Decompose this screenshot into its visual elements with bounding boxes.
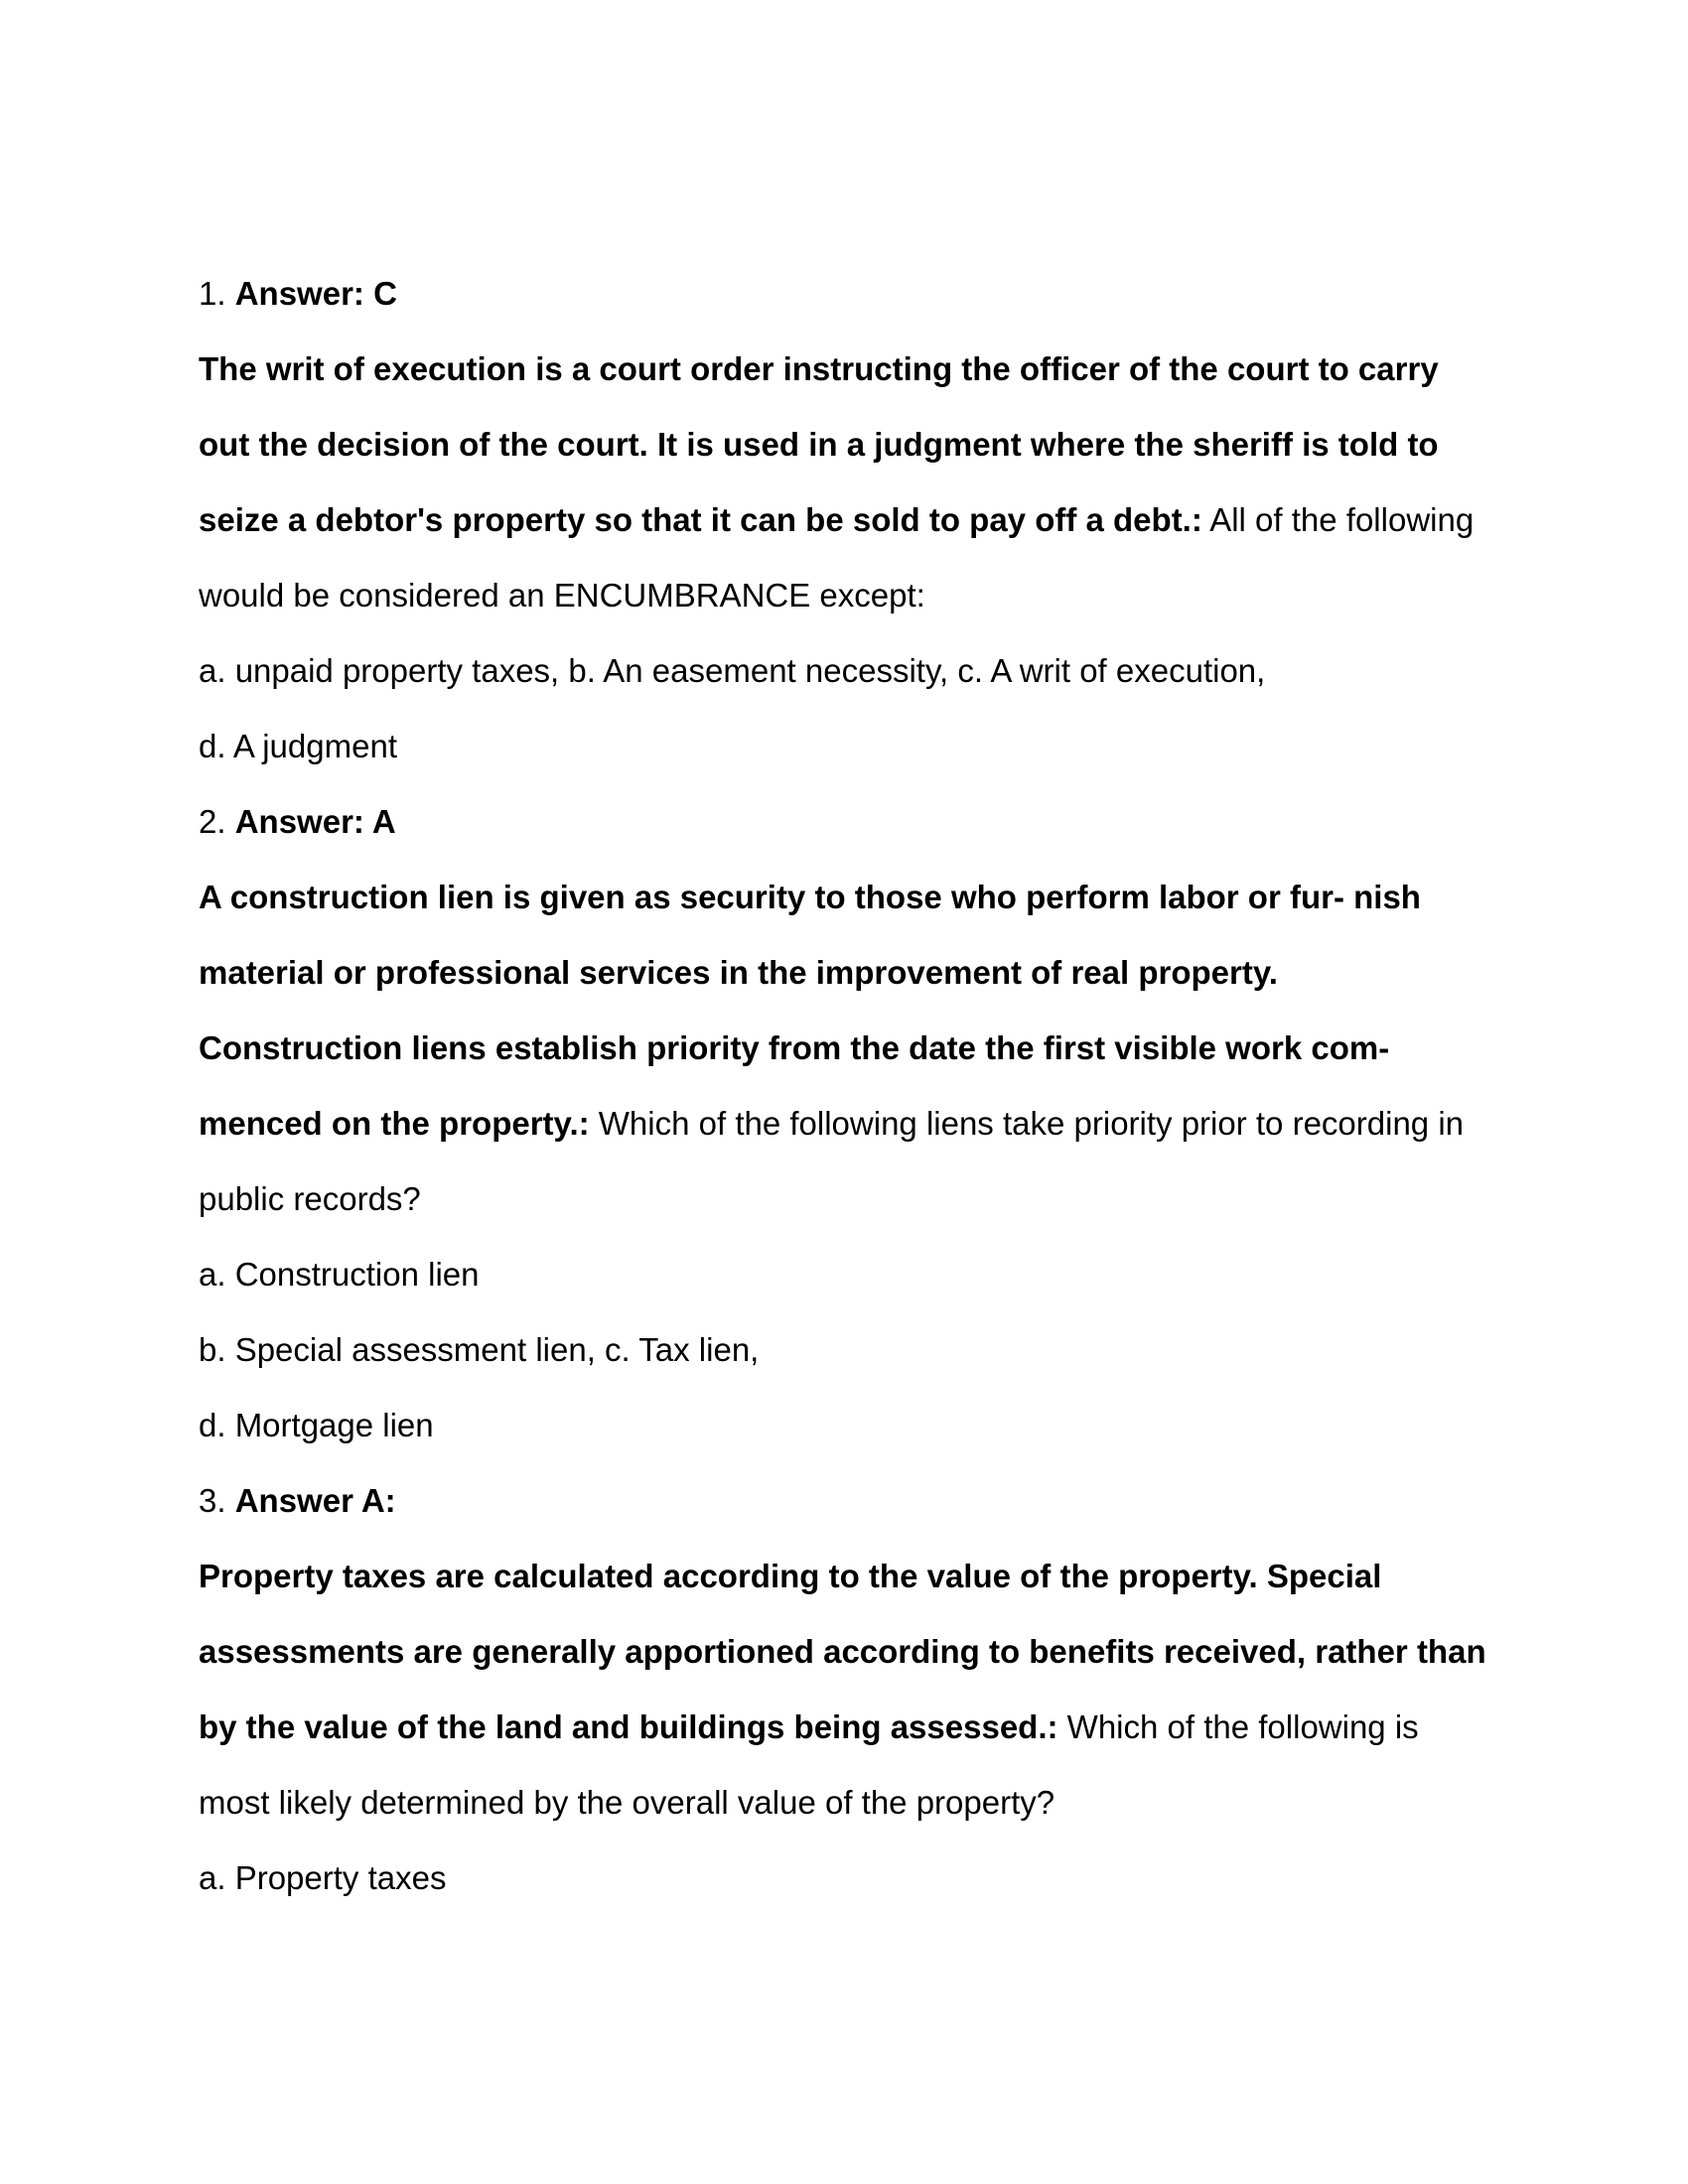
explanation-line: material or professional services in the improvement of real property. bbox=[199, 954, 1278, 991]
answer-heading bbox=[199, 784, 1489, 860]
explanation-line: seize a debtor's property so that it can be sold to pay off a debt.: bbox=[199, 501, 1202, 538]
explanation-line: menced on the property.: bbox=[199, 1105, 590, 1142]
option-line: d. A judgment bbox=[199, 728, 397, 764]
answer-heading bbox=[199, 1463, 1489, 1539]
explanation-question-line bbox=[199, 482, 1489, 558]
option-line: b. Special assessment lien, c. Tax lien, bbox=[199, 1331, 760, 1368]
answer-key-content bbox=[199, 256, 1489, 1916]
answer-label: Answer A: bbox=[234, 1482, 396, 1519]
explanation-question-line bbox=[199, 1690, 1489, 1765]
option-line: a. Construction lien bbox=[199, 1256, 480, 1293]
explanation-line: out the decision of the court. It is used in a judgment where the sheriff is told to bbox=[199, 426, 1439, 463]
explanation-question-line bbox=[199, 1086, 1489, 1161]
question-2 bbox=[199, 784, 1489, 1463]
question-line: public records? bbox=[199, 1180, 421, 1217]
option-line: a. Property taxes bbox=[199, 1859, 447, 1896]
question-text: Which of the following is bbox=[1066, 1708, 1419, 1745]
question-line: most likely determined by the overall value of the property? bbox=[199, 1784, 1055, 1821]
question-text: All of the following bbox=[1209, 501, 1475, 538]
answer-label: Answer: A bbox=[234, 803, 396, 840]
question-number: 2. bbox=[199, 803, 226, 840]
answer-heading bbox=[199, 256, 1489, 332]
explanation-line: Property taxes are calculated according to the value of the property. Special bbox=[199, 1558, 1382, 1594]
answer-label: Answer: C bbox=[234, 275, 397, 312]
option-line: d. Mortgage lien bbox=[199, 1407, 434, 1443]
question-1 bbox=[199, 256, 1489, 784]
explanation-line: The writ of execution is a court order instructing the officer of the court to carry bbox=[199, 350, 1439, 387]
question-3 bbox=[199, 1463, 1489, 1916]
question-line: would be considered an ENCUMBRANCE except: bbox=[199, 577, 925, 614]
explanation-line: A construction lien is given as security to those who perform labor or fur- nish bbox=[199, 879, 1421, 915]
explanation-line: by the value of the land and buildings being assessed.: bbox=[199, 1708, 1058, 1745]
option-line: a. unpaid property taxes, b. An easement necessity, c. A writ of execution, bbox=[199, 652, 1266, 689]
explanation-line: Construction liens establish priority from the date the first visible work com- bbox=[199, 1029, 1390, 1066]
explanation-line: assessments are generally apportioned according to benefits received, rather than bbox=[199, 1633, 1486, 1670]
question-text: Which of the following liens take priority prior to recording in bbox=[598, 1105, 1465, 1142]
question-number: 1. bbox=[199, 275, 226, 312]
question-number: 3. bbox=[199, 1482, 226, 1519]
